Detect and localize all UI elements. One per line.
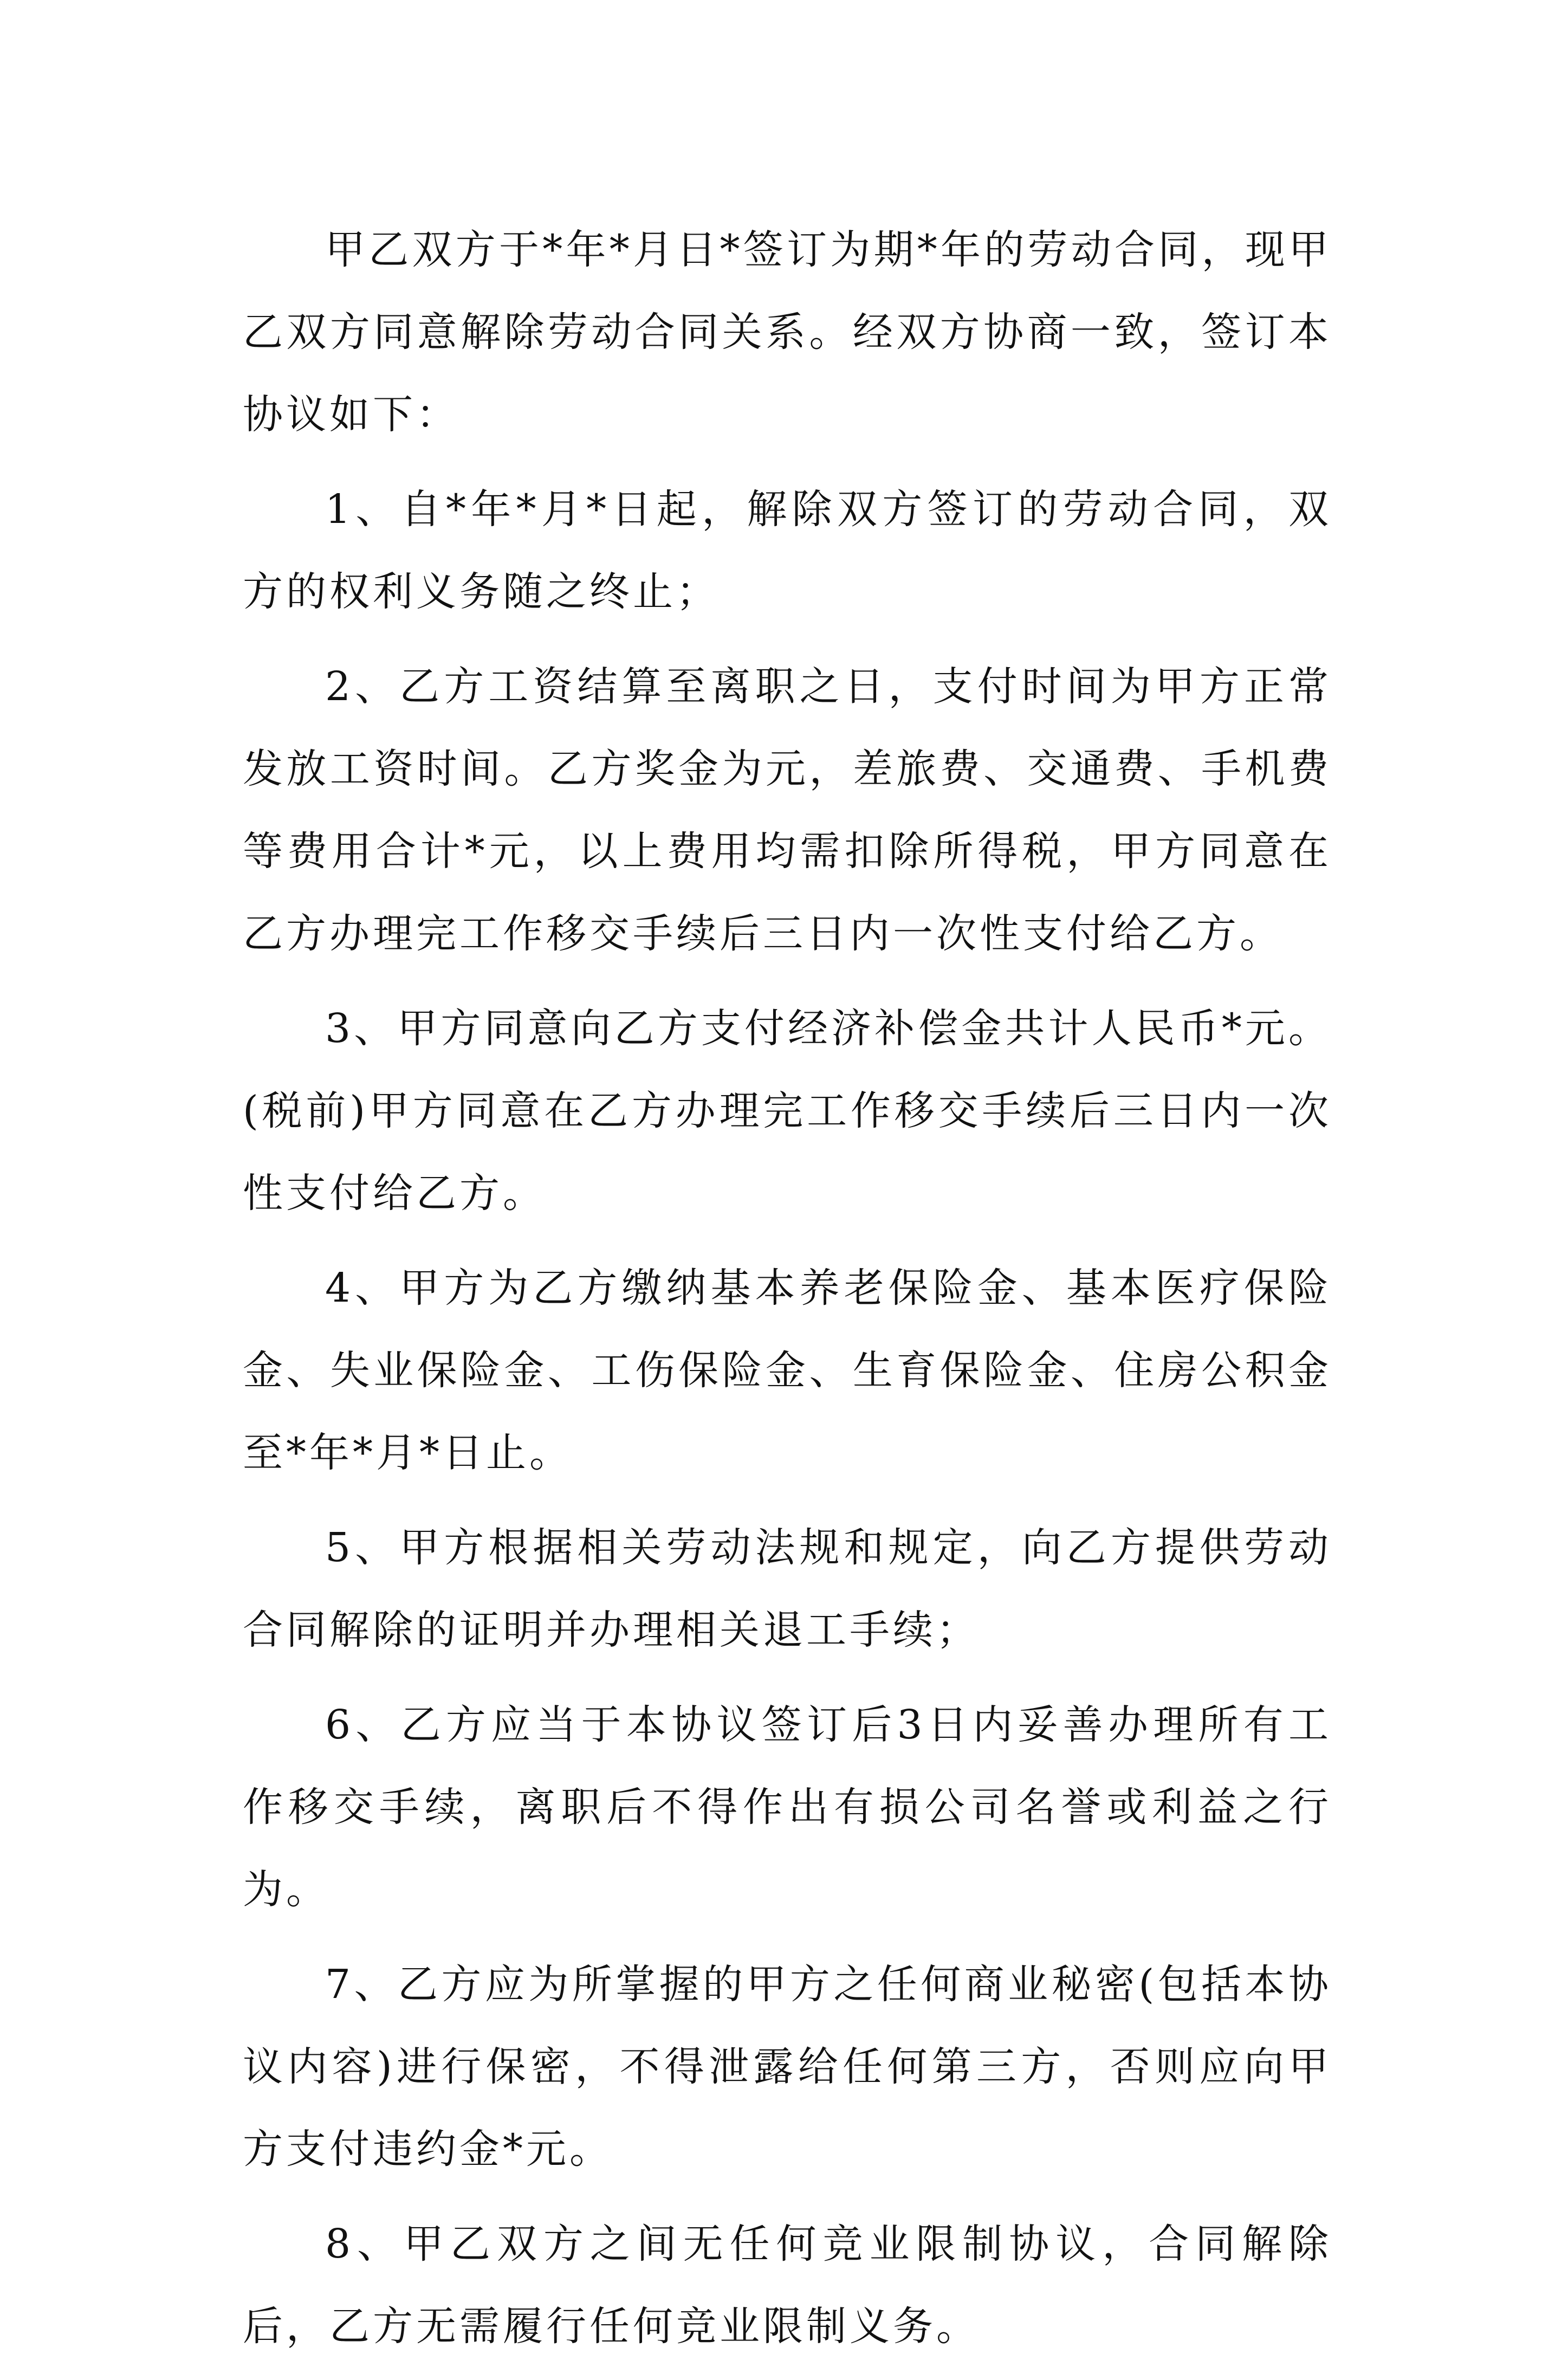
clause-8-paragraph: 8、甲乙双方之间无任何竞业限制协议，合同解除后，乙方无需履行任何竞业限制义务。 [243,2221,1332,2350]
clause-6-paragraph: 6、乙方应当于本协议签订后3日内妥善办理所有工作移交手续，离职后不得作出有损公司名誉或利益之行为。 [243,1702,1332,1913]
clause-4-paragraph: 4、甲方为乙方缴纳基本养老保险金、基本医疗保险金、失业保险金、工伤保险金、生育保险金、住房公积金至*年*月*日止。 [243,1265,1332,1476]
clause-3-paragraph: 3、甲方同意向乙方支付经济补偿金共计人民币*元。(税前)甲方同意在乙方办理完工作移交手续后三日内一次性支付给乙方。 [243,1005,1332,1217]
intro-paragraph: 甲乙双方于*年*月日*签订为期*年的劳动合同，现甲乙双方同意解除劳动合同关系。经双方协商一致，签订本协议如下： [243,227,1332,438]
clause-2-paragraph: 2、乙方工资结算至离职之日，支付时间为甲方正常发放工资时间。乙方奖金为元，差旅费、交通费、手机费等费用合计*元，以上费用均需扣除所得税，甲方同意在乙方办理完工作移交手续后三日内一次性支付给乙方。 [243,663,1332,957]
clause-5-paragraph: 5、甲方根据相关劳动法规和规定，向乙方提供劳动合同解除的证明并办理相关退工手续； [243,1524,1332,1653]
document-body [243,209,1332,2380]
clause-1-paragraph: 1、自*年*月*日起，解除双方签订的劳动合同，双方的权利义务随之终止； [243,486,1332,615]
clause-7-paragraph: 7、乙方应为所掌握的甲方之任何商业秘密(包括本协议内容)进行保密，不得泄露给任何第三方，否则应向甲方支付违约金*元。 [243,1961,1332,2172]
